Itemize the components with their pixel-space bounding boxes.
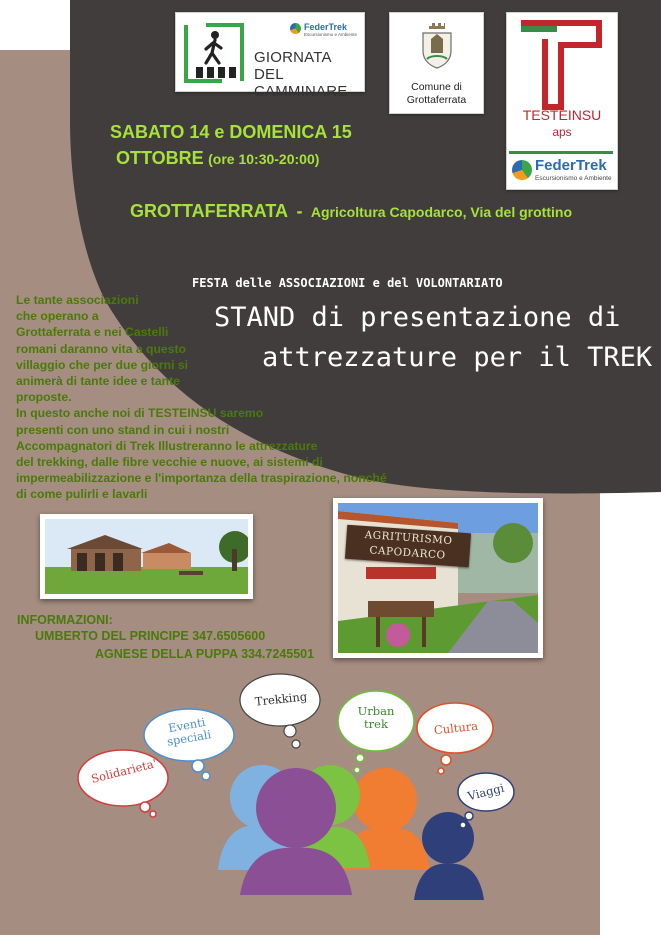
description-line: Le tante associazioni — [16, 293, 139, 307]
festa-subtitle: FESTA delle ASSOCIAZIONI e del VOLONTARIATO — [192, 276, 503, 290]
testeinsu-name: TESTEINSU — [522, 107, 602, 123]
giornata-line1: GIORNATA DEL — [254, 49, 331, 83]
agriturismo-sign-line2: CAPODARCO — [369, 544, 447, 562]
description-line: che operano a — [16, 309, 99, 324]
event-dash: - — [296, 201, 303, 221]
testeinsu-aps: aps — [552, 125, 572, 139]
description-line: animerà di tante idee e tante — [16, 374, 180, 389]
description-line: proposte. — [16, 390, 72, 405]
bubble-trekking-text: Trekking — [254, 689, 308, 709]
bubble-cultura-icon — [417, 703, 493, 774]
bubble-trekking-icon — [240, 674, 320, 748]
event-month: OTTOBRE — [116, 148, 204, 168]
comune-line1: Comune di — [411, 81, 462, 93]
federtrek-mini-name: FederTrek — [304, 22, 348, 32]
description-line: di come pulirli e lavarli — [16, 487, 148, 502]
description-line: villaggio che per due giorni si — [16, 357, 189, 372]
federtrek-mini-sub: Escursionismo e Ambiente — [304, 32, 358, 37]
title-line2: attrezzature per il TREK — [262, 342, 653, 373]
giornata-line2: CAMMINARE — [254, 83, 348, 100]
description-line: Accompagnatori di Trek Illustreranno le attrezzature — [16, 438, 318, 453]
bubble-cultura-text: Cultura — [433, 718, 479, 738]
federtrek-badge-name: FederTrek — [535, 157, 607, 174]
event-venue: Agricoltura Capodarco, Via del grottino — [310, 204, 572, 220]
description-line: presenti con uno stand in cui i nostri — [16, 422, 230, 437]
description-line: del trekking, dalle fibre vecchie e nuove, ai sistemi di — [16, 455, 323, 470]
event-date-line1: SABATO 14 e DOMENICA 15 — [110, 122, 352, 142]
description-line: Grottaferrata e nei Castelli — [16, 325, 169, 340]
bubble-eventi-text: Eventi speciali — [165, 714, 213, 749]
federtrek-badge-sub: Escursionismo e Ambiente — [535, 175, 612, 182]
title-line1: STAND di presentazione di — [214, 302, 621, 333]
info-contact1: UMBERTO DEL PRINCIPE 347.6505600 — [35, 629, 266, 643]
description-line: impermeabilizzazione e l'importanza della traspirazione, nonché — [16, 471, 387, 486]
description-line: In questo anche noi di TESTEINSU saremo — [16, 406, 264, 421]
event-city: GROTTAFERRATA — [130, 201, 288, 221]
bubble-viaggi-text: Viaggi — [466, 780, 506, 804]
bubble-solidarieta-text: Solidarieta' — [89, 756, 159, 786]
comune-line2: Grottaferrata — [406, 94, 467, 106]
event-hours: (ore 10:30-20:00) — [208, 151, 320, 167]
description-line: romani daranno vita a questo — [16, 341, 186, 356]
info-heading: INFORMAZIONI: — [17, 613, 113, 627]
info-contact2: AGNESE DELLA PUPPA 334.7245501 — [95, 647, 315, 661]
bubble-urban-text: Urban trek — [357, 704, 395, 731]
agriturismo-sign-line1: AGRITURISMO — [364, 528, 453, 548]
